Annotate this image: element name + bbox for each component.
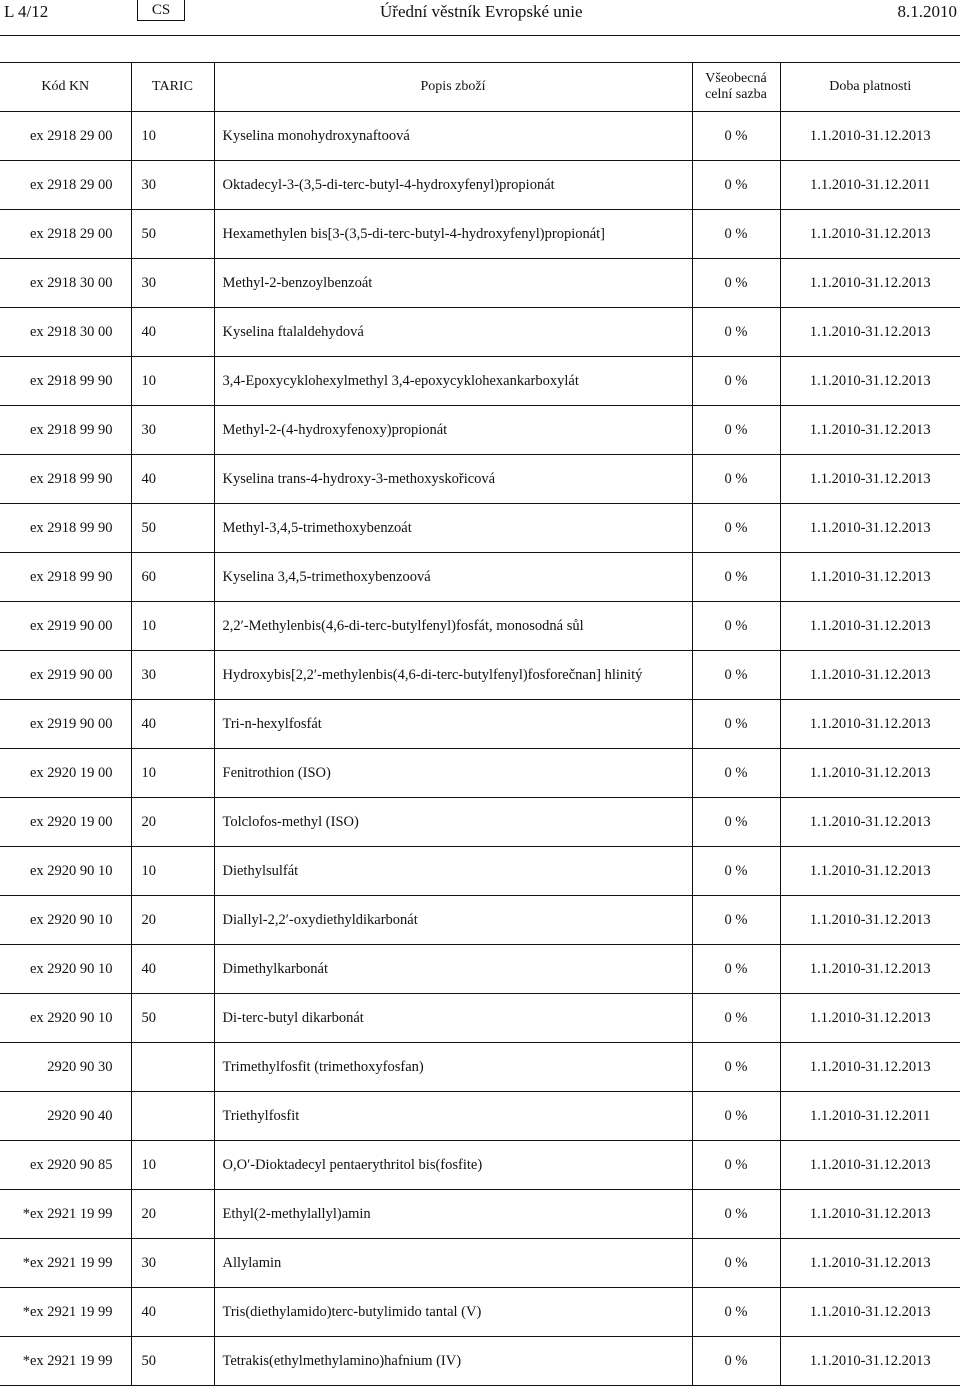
validity-period-cell: 1.1.2010-31.12.2013: [780, 1190, 960, 1239]
table-row: [0, 504, 960, 553]
cn-code-cell: ex 2918 29 00: [0, 210, 131, 259]
validity-period-cell: 1.1.2010-31.12.2013: [780, 896, 960, 945]
table-row: [0, 1337, 960, 1386]
table-row: [0, 357, 960, 406]
goods-description-cell: Oktadecyl-3-(3,5-di-terc-butyl-4-hydroxyfenyl)propionát: [214, 161, 692, 210]
goods-description-cell: Kyselina 3,4,5-trimethoxybenzoová: [214, 553, 692, 602]
cn-code-cell: 2920 90 30: [0, 1043, 131, 1092]
validity-period-cell: 1.1.2010-31.12.2013: [780, 112, 960, 161]
duty-rate-cell: 0 %: [692, 455, 780, 504]
table-row: [0, 994, 960, 1043]
table-row: [0, 798, 960, 847]
table-row: [0, 1190, 960, 1239]
goods-description-cell: Kyselina monohydroxynaftoová: [214, 112, 692, 161]
taric-code-cell: 30: [131, 651, 214, 700]
duty-rate-cell: 0 %: [692, 259, 780, 308]
table-row: [0, 210, 960, 259]
language-code-box: CS: [137, 0, 185, 21]
validity-period-cell: 1.1.2010-31.12.2013: [780, 504, 960, 553]
column-header-taric: TARIC: [131, 63, 214, 112]
validity-period-cell: 1.1.2010-31.12.2013: [780, 651, 960, 700]
goods-description-cell: Di-terc-butyl dikarbonát: [214, 994, 692, 1043]
duty-rate-cell: 0 %: [692, 1141, 780, 1190]
taric-code-cell: 50: [131, 210, 214, 259]
cn-code-cell: *ex 2921 19 99: [0, 1337, 131, 1386]
table-row: [0, 896, 960, 945]
cn-code-cell: ex 2920 19 00: [0, 798, 131, 847]
goods-description-cell: Kyselina ftalaldehydová: [214, 308, 692, 357]
goods-description-cell: Ethyl(2-methylallyl)amin: [214, 1190, 692, 1239]
table-row: [0, 651, 960, 700]
goods-description-cell: Trimethylfosfit (trimethoxyfosfan): [214, 1043, 692, 1092]
taric-code-cell: 40: [131, 308, 214, 357]
cn-code-cell: ex 2918 99 90: [0, 357, 131, 406]
goods-description-cell: Fenitrothion (ISO): [214, 749, 692, 798]
goods-description-cell: Tris(diethylamido)terc-butylimido tantal (V): [214, 1288, 692, 1337]
goods-description-cell: Diethylsulfát: [214, 847, 692, 896]
goods-description-cell: Hexamethylen bis[3-(3,5-di-terc-butyl-4-hydroxyfenyl)propionát]: [214, 210, 692, 259]
table-row: [0, 455, 960, 504]
validity-period-cell: 1.1.2010-31.12.2013: [780, 406, 960, 455]
table-row: [0, 553, 960, 602]
page-header: [0, 0, 960, 36]
table-row: [0, 1288, 960, 1337]
goods-description-cell: 2,2′-Methylenbis(4,6-di-terc-butylfenyl)fosfát, monosodná sůl: [214, 602, 692, 651]
cn-code-cell: ex 2918 99 90: [0, 455, 131, 504]
goods-description-cell: O,O′-Dioktadecyl pentaerythritol bis(fosfite): [214, 1141, 692, 1190]
taric-code-cell: 40: [131, 945, 214, 994]
validity-period-cell: 1.1.2010-31.12.2013: [780, 749, 960, 798]
duty-rate-cell: 0 %: [692, 1190, 780, 1239]
table-row: [0, 1239, 960, 1288]
taric-code-cell: 10: [131, 1141, 214, 1190]
taric-code-cell: 10: [131, 357, 214, 406]
validity-period-cell: 1.1.2010-31.12.2011: [780, 161, 960, 210]
validity-period-cell: 1.1.2010-31.12.2013: [780, 357, 960, 406]
goods-description-cell: Kyselina trans-4-hydroxy-3-methoxyskořicová: [214, 455, 692, 504]
taric-code-cell: 20: [131, 798, 214, 847]
column-header-description: Popis zboží: [214, 63, 692, 112]
taric-code-cell: 30: [131, 1239, 214, 1288]
goods-description-cell: 3,4-Epoxycyklohexylmethyl 3,4-epoxycyklohexankarboxylát: [214, 357, 692, 406]
cn-code-cell: ex 2919 90 00: [0, 651, 131, 700]
validity-period-cell: 1.1.2010-31.12.2013: [780, 210, 960, 259]
duty-rate-cell: 0 %: [692, 1288, 780, 1337]
duty-rate-cell: 0 %: [692, 553, 780, 602]
validity-period-cell: 1.1.2010-31.12.2011: [780, 1092, 960, 1141]
taric-code-cell: 50: [131, 994, 214, 1043]
taric-code-cell: 40: [131, 1288, 214, 1337]
validity-period-cell: 1.1.2010-31.12.2013: [780, 1043, 960, 1092]
goods-description-cell: Dimethylkarbonát: [214, 945, 692, 994]
duty-rate-cell: 0 %: [692, 1239, 780, 1288]
duty-rate-cell: 0 %: [692, 1092, 780, 1141]
validity-period-cell: 1.1.2010-31.12.2013: [780, 1288, 960, 1337]
duty-rate-cell: 0 %: [692, 994, 780, 1043]
validity-period-cell: 1.1.2010-31.12.2013: [780, 602, 960, 651]
duty-rate-cell: 0 %: [692, 308, 780, 357]
table-row: [0, 161, 960, 210]
goods-description-cell: Methyl-2-(4-hydroxyfenoxy)propionát: [214, 406, 692, 455]
duty-rate-cell: 0 %: [692, 700, 780, 749]
taric-code-cell: 40: [131, 455, 214, 504]
duty-rate-cell: 0 %: [692, 112, 780, 161]
validity-period-cell: 1.1.2010-31.12.2013: [780, 945, 960, 994]
taric-code-cell: 50: [131, 1337, 214, 1386]
cn-code-cell: *ex 2921 19 99: [0, 1288, 131, 1337]
cn-code-cell: ex 2920 90 10: [0, 896, 131, 945]
cn-code-cell: ex 2918 30 00: [0, 308, 131, 357]
taric-code-cell: 60: [131, 553, 214, 602]
cn-code-cell: *ex 2921 19 99: [0, 1190, 131, 1239]
cn-code-cell: ex 2918 30 00: [0, 259, 131, 308]
journal-title: Úřední věstník Evropské unie: [380, 2, 583, 21]
cn-code-cell: *ex 2921 19 99: [0, 1239, 131, 1288]
cn-code-cell: ex 2919 90 00: [0, 602, 131, 651]
table-row: [0, 945, 960, 994]
goods-description-cell: Hydroxybis[2,2′-methylenbis(4,6-di-terc-butylfenyl)fosforečnan] hlinitý: [214, 651, 692, 700]
cn-code-cell: ex 2918 99 90: [0, 553, 131, 602]
goods-description-cell: Tri-n-hexylfosfát: [214, 700, 692, 749]
cn-code-cell: ex 2920 90 10: [0, 847, 131, 896]
validity-period-cell: 1.1.2010-31.12.2013: [780, 259, 960, 308]
cn-code-cell: ex 2920 90 85: [0, 1141, 131, 1190]
tariff-table: [0, 62, 960, 1386]
column-header-kn: Kód KN: [0, 63, 131, 112]
duty-rate-cell: 0 %: [692, 406, 780, 455]
table-row: [0, 308, 960, 357]
column-header-duty-rate: Všeobecná celní sazba: [692, 63, 780, 112]
validity-period-cell: 1.1.2010-31.12.2013: [780, 847, 960, 896]
taric-code-cell: 50: [131, 504, 214, 553]
column-header-validity: Doba platnosti: [780, 63, 960, 112]
cn-code-cell: ex 2918 99 90: [0, 504, 131, 553]
table-row: [0, 847, 960, 896]
goods-description-cell: Diallyl-2,2′-oxydiethyldikarbonát: [214, 896, 692, 945]
table-row: [0, 1141, 960, 1190]
taric-code-cell: [131, 1092, 214, 1141]
page-reference: L 4/12: [4, 2, 49, 21]
duty-rate-cell: 0 %: [692, 945, 780, 994]
taric-code-cell: 20: [131, 1190, 214, 1239]
table-header-row: [0, 63, 960, 112]
duty-rate-cell: 0 %: [692, 1043, 780, 1092]
duty-rate-cell: 0 %: [692, 357, 780, 406]
validity-period-cell: 1.1.2010-31.12.2013: [780, 1239, 960, 1288]
goods-description-cell: Tolclofos-methyl (ISO): [214, 798, 692, 847]
cn-code-cell: ex 2920 90 10: [0, 945, 131, 994]
validity-period-cell: 1.1.2010-31.12.2013: [780, 798, 960, 847]
duty-rate-cell: 0 %: [692, 896, 780, 945]
taric-code-cell: 20: [131, 896, 214, 945]
cn-code-cell: 2920 90 40: [0, 1092, 131, 1141]
header-divider: [0, 35, 960, 36]
goods-description-cell: Tetrakis(ethylmethylamino)hafnium (IV): [214, 1337, 692, 1386]
table-row: [0, 700, 960, 749]
duty-rate-cell: 0 %: [692, 1337, 780, 1386]
duty-rate-cell: 0 %: [692, 602, 780, 651]
table-row: [0, 259, 960, 308]
goods-description-cell: Methyl-2-benzoylbenzoát: [214, 259, 692, 308]
validity-period-cell: 1.1.2010-31.12.2013: [780, 553, 960, 602]
duty-rate-cell: 0 %: [692, 798, 780, 847]
validity-period-cell: 1.1.2010-31.12.2013: [780, 1337, 960, 1386]
taric-code-cell: 30: [131, 259, 214, 308]
validity-period-cell: 1.1.2010-31.12.2013: [780, 1141, 960, 1190]
table-row: [0, 602, 960, 651]
validity-period-cell: 1.1.2010-31.12.2013: [780, 455, 960, 504]
taric-code-cell: 30: [131, 161, 214, 210]
table-row: [0, 406, 960, 455]
duty-rate-cell: 0 %: [692, 161, 780, 210]
table-row: [0, 1043, 960, 1092]
taric-code-cell: [131, 1043, 214, 1092]
taric-code-cell: 40: [131, 700, 214, 749]
validity-period-cell: 1.1.2010-31.12.2013: [780, 308, 960, 357]
duty-rate-cell: 0 %: [692, 504, 780, 553]
table-body: [0, 112, 960, 1386]
cn-code-cell: ex 2920 19 00: [0, 749, 131, 798]
duty-rate-cell: 0 %: [692, 210, 780, 259]
taric-code-cell: 10: [131, 112, 214, 161]
table-row: [0, 112, 960, 161]
cn-code-cell: ex 2919 90 00: [0, 700, 131, 749]
table-row: [0, 749, 960, 798]
goods-description-cell: Methyl-3,4,5-trimethoxybenzoát: [214, 504, 692, 553]
cn-code-cell: ex 2920 90 10: [0, 994, 131, 1043]
table-row: [0, 1092, 960, 1141]
cn-code-cell: ex 2918 29 00: [0, 161, 131, 210]
validity-period-cell: 1.1.2010-31.12.2013: [780, 994, 960, 1043]
publication-date: 8.1.2010: [897, 2, 957, 21]
taric-code-cell: 30: [131, 406, 214, 455]
taric-code-cell: 10: [131, 602, 214, 651]
duty-rate-cell: 0 %: [692, 749, 780, 798]
validity-period-cell: 1.1.2010-31.12.2013: [780, 700, 960, 749]
duty-rate-cell: 0 %: [692, 651, 780, 700]
taric-code-cell: 10: [131, 749, 214, 798]
cn-code-cell: ex 2918 29 00: [0, 112, 131, 161]
goods-description-cell: Triethylfosfit: [214, 1092, 692, 1141]
duty-rate-cell: 0 %: [692, 847, 780, 896]
taric-code-cell: 10: [131, 847, 214, 896]
cn-code-cell: ex 2918 99 90: [0, 406, 131, 455]
goods-description-cell: Allylamin: [214, 1239, 692, 1288]
